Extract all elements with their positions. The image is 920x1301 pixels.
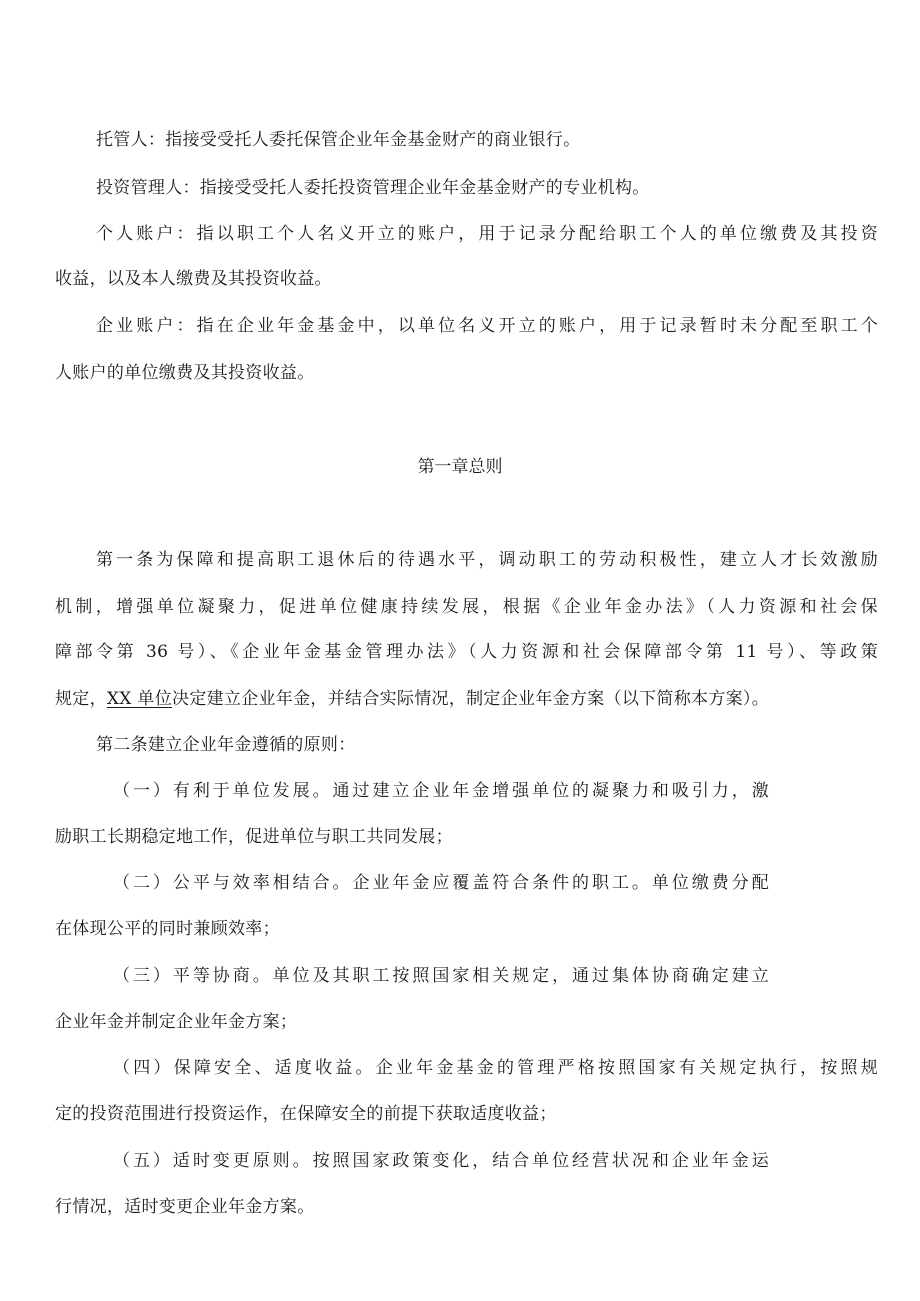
article1-line1: 第一条为保障和提高职工退休后的待遇水平，调动职工的劳动积极性，建立人才长效激励 bbox=[96, 550, 878, 570]
definition-enterprise-account-line1: 企业账户：指在企业年金基金中，以单位名义开立的账户，用于记录暂时未分配至职工个 bbox=[96, 316, 878, 336]
definition-personal-account-line2: 收益，以及本人缴费及其投资收益。 bbox=[55, 269, 332, 289]
principle-1-line1: （一）有利于单位发展。通过建立企业年金增强单位的凝聚力和吸引力，激 bbox=[113, 781, 769, 801]
unit-placeholder: XX 单位 bbox=[106, 689, 173, 709]
article1-line2: 机制，增强单位凝聚力，促进单位健康持续发展，根据《企业年金办法》（人力资源和社会保 bbox=[55, 597, 878, 617]
principle-2-line2: 在体现公平的同时兼顾效率； bbox=[55, 919, 280, 939]
principle-3-line2: 企业年金并制定企业年金方案； bbox=[55, 1012, 298, 1032]
article1-line4-suffix: 决定建立企业年金，并结合实际情况，制定企业年金方案（以下简称本方案）。 bbox=[172, 689, 770, 709]
principle-4-line2: 定的投资范围进行投资运作，在保障安全的前提下获取适度收益； bbox=[55, 1104, 557, 1124]
article1-line4-prefix: 规定， bbox=[55, 689, 107, 709]
article2-title: 第二条建立企业年金遵循的原则： bbox=[96, 735, 356, 755]
definition-personal-account-line1: 个人账户：指以职工个人名义开立的账户，用于记录分配给职工个人的单位缴费及其投资 bbox=[96, 224, 878, 244]
chapter-title: 第一章总则 bbox=[417, 457, 503, 477]
principle-5-line1: （五）适时变更原则。按照国家政策变化，结合单位经营状况和企业年金运 bbox=[113, 1151, 769, 1171]
principle-5-line2: 行情况，适时变更企业年金方案。 bbox=[55, 1197, 315, 1217]
principle-4-line1: （四）保障安全、适度收益。企业年金基金的管理严格按照国家有关规定执行，按照规 bbox=[113, 1058, 878, 1078]
definition-custodian: 托管人：指接受受托人委托保管企业年金基金财产的商业银行。 bbox=[96, 130, 581, 150]
definition-enterprise-account-line2: 人账户的单位缴费及其投资收益。 bbox=[55, 363, 315, 383]
definition-investment-manager: 投资管理人：指接受受托人委托投资管理企业年金基金财产的专业机构。 bbox=[96, 178, 650, 198]
article1-line4 bbox=[55, 688, 769, 710]
principle-3-line1: （三）平等协商。单位及其职工按照国家相关规定，通过集体协商确定建立 bbox=[113, 966, 769, 986]
article1-line3: 障部令第 36 号）、《企业年金基金管理办法》（人力资源和社会保障部令第 11 号）、等政策 bbox=[55, 642, 878, 662]
principle-2-line1: （二）公平与效率相结合。企业年金应覆盖符合条件的职工。单位缴费分配 bbox=[113, 873, 769, 893]
principle-1-line2: 励职工长期稳定地工作，促进单位与职工共同发展； bbox=[55, 827, 453, 847]
